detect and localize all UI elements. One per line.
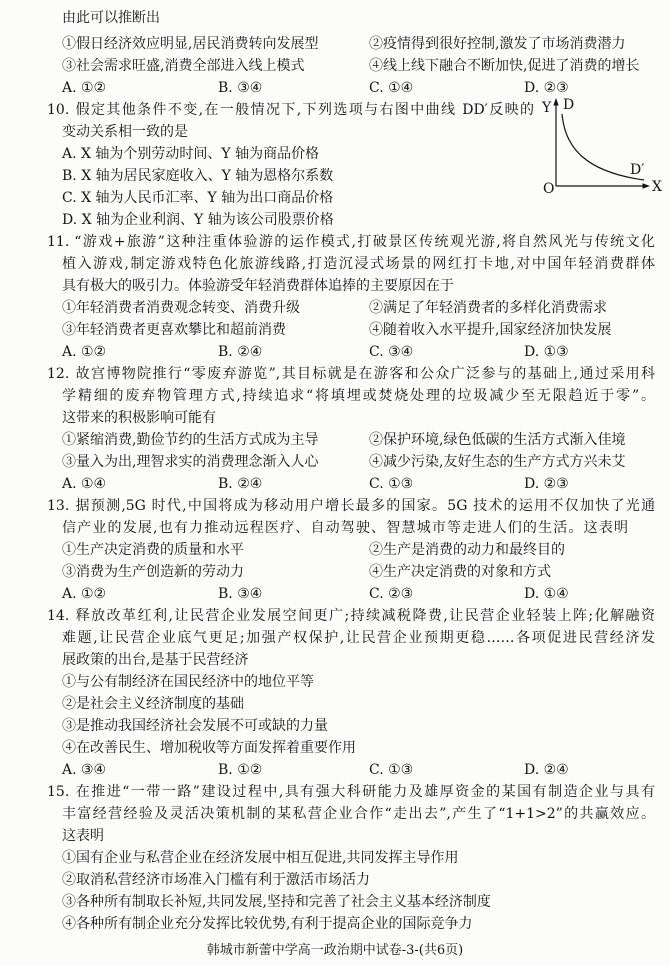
answer-choices-row <box>0 583 670 605</box>
statement-2: ②保护环境,绿色低碳的生活方式渐入佳境 <box>369 432 626 448</box>
question-11-stem-line: 植入游戏,制定游戏特色化旅游线路,打造沉浸式场景的网红打卡地,对中国年轻消费群体 <box>62 256 655 272</box>
answer-choice-c: C. ③④ <box>369 344 414 360</box>
statement-2: ②取消私营经济市场准入门槛有利于激活市场活力 <box>62 872 370 888</box>
statement-3: ③年轻消费者更喜欢攀比和超前消费 <box>62 322 286 338</box>
statement-row <box>0 429 670 451</box>
answer-choice-c: C. X 轴为人民币汇率、Y 轴为出口商品价格 <box>62 190 334 206</box>
answer-choice-d: D. ①④ <box>524 586 569 602</box>
answer-choice-b: B. ③④ <box>218 586 263 602</box>
question-15-stem-line: 丰富经营经验及灵活决策机制的某私营企业合作“走出去”,产生了“1+1>2”的共赢效应。 <box>62 806 655 822</box>
statement-4: ④随着收入水平提升,国家经济加快发展 <box>369 322 612 338</box>
answer-choices-row <box>0 759 670 781</box>
statement-row <box>0 561 670 583</box>
question-number: 10. <box>47 102 70 118</box>
statement-4: ④各种所有制企业充分发挥比较优势,有利于提高企业的国际竞争力 <box>62 916 473 932</box>
statement-2: ②生产是消费的动力和最终目的 <box>369 542 565 558</box>
question-number: 14. <box>47 608 70 624</box>
x-axis-arrow-icon <box>643 183 651 188</box>
curve-dd-figure <box>534 96 666 196</box>
statement-row <box>0 451 670 473</box>
answer-choice-d: D. ②④ <box>524 762 569 778</box>
question-11-stem-line: 具有极大的吸引力。体验游受年轻消费群体追捧的主要原因在于 <box>62 278 454 294</box>
curve-end-label: D′ <box>630 162 645 178</box>
answer-choice-b: B. ②④ <box>218 476 263 492</box>
answer-choice-d: D. ①③ <box>524 344 569 360</box>
statement-1: ①紧缩消费,勤俭节约的生活方式成为主导 <box>62 432 319 448</box>
answer-choice-d: D. X 轴为企业利润、Y 轴为该公司股票价格 <box>62 212 334 228</box>
statement-3: ③社会需求旺盛,消费全部进入线上模式 <box>62 58 305 74</box>
question-12-stem-line: 这带来的积极影响可能有 <box>62 410 216 426</box>
question-14-stem-line: 展政策的出台,是基于民营经济 <box>62 652 249 668</box>
question-15-stem-line <box>0 781 670 803</box>
statement-row <box>0 319 670 341</box>
question-13-stem-line: 信产业的发展,也有力推动远程医疗、自动驾驶、智慧城市等走进人们的生活。这表明 <box>62 520 628 536</box>
question-14-stem-line <box>0 605 670 627</box>
answer-choice-c: C. ①③ <box>369 762 414 778</box>
answer-choice-a: A. ①② <box>62 586 107 602</box>
question-stem: 由此可以推断出 <box>62 10 160 26</box>
question-13-stem-line <box>0 495 670 517</box>
statement-3: ③消费为生产创造新的劳动力 <box>62 564 244 580</box>
question-14-stem-line: 难题,让民营企业底气更足;加强产权保护,让民营企业预期更稳……各项促进民营经济发 <box>62 630 655 646</box>
statement-1: ①与公有制经济在国民经济中的地位平等 <box>62 674 314 690</box>
stem-text: 假定其他条件不变,在一般情况下,下列选项与右图中曲线 DD′反映的 <box>74 102 534 118</box>
question-15-stem-line: 这表明 <box>62 828 104 844</box>
statement-2: ②满足了年轻消费者的多样化消费需求 <box>369 300 607 316</box>
statement-row <box>0 33 670 55</box>
answer-choices-row <box>0 341 670 363</box>
answer-choice-a: A. ①② <box>62 344 107 360</box>
statement-3: ③各种所有制取长补短,共同发展,坚持和完善了社会主义基本经济制度 <box>62 894 491 910</box>
statement-1: ①国有企业与私营企业在经济发展中相互促进,共同发挥主导作用 <box>62 850 459 866</box>
answer-choice-c: C. ①③ <box>369 476 414 492</box>
answer-choice-a: A. ③④ <box>62 762 107 778</box>
y-axis-arrow-icon <box>553 98 558 106</box>
question-10-stem-line: 变动关系相一致的是 <box>62 124 188 140</box>
answer-choice-a: A. X 轴为个别劳动时间、Y 轴为商品价格 <box>62 146 320 162</box>
statement-1: ①年轻消费者消费观念转变、消费升级 <box>62 300 300 316</box>
y-axis-label: Y <box>542 100 552 116</box>
answer-choice-d: D. ②③ <box>524 80 569 96</box>
answer-choice-c: C. ①④ <box>369 80 414 96</box>
question-12-stem-line <box>0 363 670 385</box>
answer-choice-d: D. ②③ <box>524 476 569 492</box>
statement-4: ④线上线下融合不断加快,促进了消费的增长 <box>369 58 640 74</box>
stem-text: 在推进“一带一路”建设过程中,具有强大科研能力及雄厚资金的某国有制造企业与具有 <box>74 784 655 800</box>
question-12-stem-line: 学精细的废弃物管理方式,持续追求“将填埋或焚烧处理的垃圾减少至无限趋近于零”。 <box>62 388 655 404</box>
question-11-stem-line <box>0 231 670 253</box>
answer-choice-b: B. ③④ <box>218 80 263 96</box>
answer-choice-b: B. X 轴为居民家庭收入、Y 轴为恩格尔系数 <box>62 168 334 184</box>
statement-4: ④在改善民生、增加税收等方面发挥着重要作用 <box>62 740 356 756</box>
statement-3: ③量入为出,理智求实的消费理念渐入人心 <box>62 454 319 470</box>
question-number: 12. <box>47 366 70 382</box>
statement-1: ①生产决定消费的质量和水平 <box>62 542 244 558</box>
question-number: 15. <box>47 784 70 800</box>
statement-row <box>0 297 670 319</box>
statement-row <box>0 539 670 561</box>
statement-1: ①假日经济效应明显,居民消费转向发展型 <box>62 36 319 52</box>
question-number: 13. <box>47 498 70 514</box>
x-axis-label: X <box>652 179 662 195</box>
origin-label: O <box>543 181 555 196</box>
statement-2: ②疫情得到很好控制,激发了市场消费潜力 <box>369 36 626 52</box>
statement-2: ②是社会主义经济制度的基础 <box>62 696 244 712</box>
statement-4: ④生产决定消费的对象和方式 <box>369 564 551 580</box>
question-number: 11. <box>47 234 70 250</box>
answer-choice-b: B. ①② <box>218 762 263 778</box>
statement-3: ③是推动我国经济社会发展不可或缺的力量 <box>62 718 328 734</box>
curve-start-label: D <box>563 97 575 113</box>
statement-row <box>0 55 670 77</box>
answer-choices-row <box>0 473 670 495</box>
answer-choice-a: A. ①④ <box>62 476 107 492</box>
stem-text: 故宫博物院推行“零废弃游览”,其目标就是在游客和公众广泛参与的基础上,通过采用科 <box>74 366 655 382</box>
statement-4: ④减少污染,友好生态的生产方式方兴未艾 <box>369 454 626 470</box>
stem-text: 据预测,5G 时代,中国将成为移动用户增长最多的国家。5G 技术的运用不仅加快了光通 <box>74 498 655 514</box>
page-footer: 韩城市新蕾中学高一政治期中试卷-3-(共6页) <box>206 943 464 958</box>
answer-choice-c: C. ②③ <box>369 586 414 602</box>
answer-choice-a: A. ①② <box>62 80 107 96</box>
answer-choice-b: B. ②④ <box>218 344 263 360</box>
stem-text: “游戏+旅游”这种注重体验游的运作模式,打破景区传统观光游,将自然风光与传统文化 <box>74 234 655 250</box>
stem-text: 释放改革红利,让民营企业发展空间更广;持续减税降费,让民营企业轻装上阵;化解融资 <box>74 608 655 624</box>
